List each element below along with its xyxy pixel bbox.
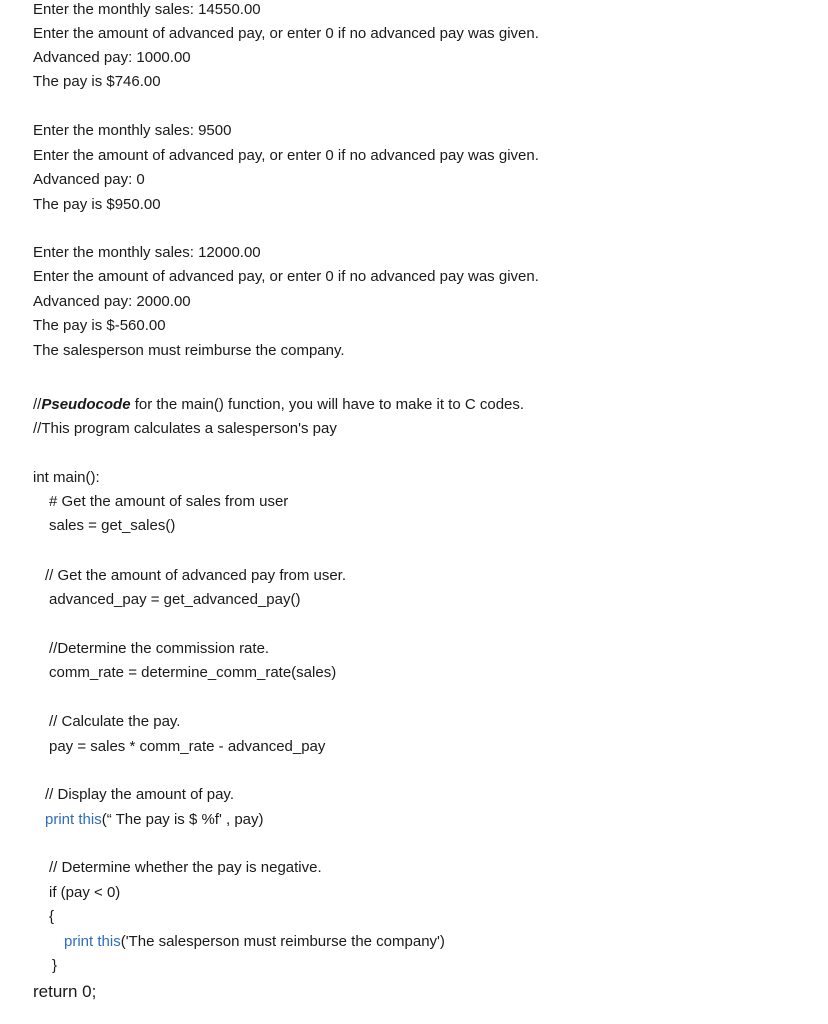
stmt-if: if (pay < 0) <box>49 884 121 901</box>
run3-reimburse: The salesperson must reimburse the company. <box>33 342 345 359</box>
comment-display-pay: // Display the amount of pay. <box>45 786 234 803</box>
print-keyword: print this <box>45 811 102 828</box>
run3-result: The pay is $-560.00 <box>33 317 166 334</box>
run2-result: The pay is $950.00 <box>33 196 161 213</box>
run1-advance-value: Advanced pay: 1000.00 <box>33 49 191 66</box>
run1-result: The pay is $746.00 <box>33 73 161 90</box>
return-statement: return 0; <box>33 982 97 1001</box>
print-args: (“ The pay is $ %f' , pay) <box>101 811 264 828</box>
program-description: //This program calculates a salesperson's pay <box>33 420 337 437</box>
note-prefix: // <box>33 396 42 413</box>
close-brace: } <box>52 957 58 974</box>
run1-advance-prompt: Enter the amount of advanced pay, or enter 0 if no advanced pay was given. <box>33 25 539 42</box>
main-signature: int main(): <box>33 469 100 486</box>
stmt-display-pay <box>45 810 264 830</box>
run2-advance-prompt: Enter the amount of advanced pay, or enter 0 if no advanced pay was given. <box>33 147 539 164</box>
pseudocode-word: Pseudocode <box>41 396 131 413</box>
open-brace: { <box>49 908 55 925</box>
note-rest: for the main() function, you will have to make it to C codes. <box>130 396 525 413</box>
run1-sales-prompt: Enter the monthly sales: 14550.00 <box>33 1 261 18</box>
run3-advance-value: Advanced pay: 2000.00 <box>33 293 191 310</box>
stmt-reimburse <box>64 932 445 952</box>
print-keyword-2: print this <box>64 933 121 950</box>
run3-sales-prompt: Enter the monthly sales: 12000.00 <box>33 244 261 261</box>
comment-get-advanced: // Get the amount of advanced pay from user. <box>45 567 347 584</box>
pseudocode-note <box>33 395 524 415</box>
run3-advance-prompt: Enter the amount of advanced pay, or enter 0 if no advanced pay was given. <box>33 268 539 285</box>
run2-sales-prompt: Enter the monthly sales: 9500 <box>33 122 232 139</box>
comment-commission: //Determine the commission rate. <box>49 640 270 657</box>
run2-advance-value: Advanced pay: 0 <box>33 171 145 188</box>
print-args-2: ('The salesperson must reimburse the company') <box>120 933 445 950</box>
comment-negative: // Determine whether the pay is negative. <box>49 859 322 876</box>
stmt-calc-pay: pay = sales * comm_rate - advanced_pay <box>49 738 326 755</box>
stmt-get-advanced: advanced_pay = get_advanced_pay() <box>49 591 301 608</box>
comment-get-sales: # Get the amount of sales from user <box>49 493 289 510</box>
stmt-commission: comm_rate = determine_comm_rate(sales) <box>49 664 337 681</box>
comment-calc-pay: // Calculate the pay. <box>49 713 181 730</box>
stmt-get-sales: sales = get_sales() <box>49 517 176 534</box>
